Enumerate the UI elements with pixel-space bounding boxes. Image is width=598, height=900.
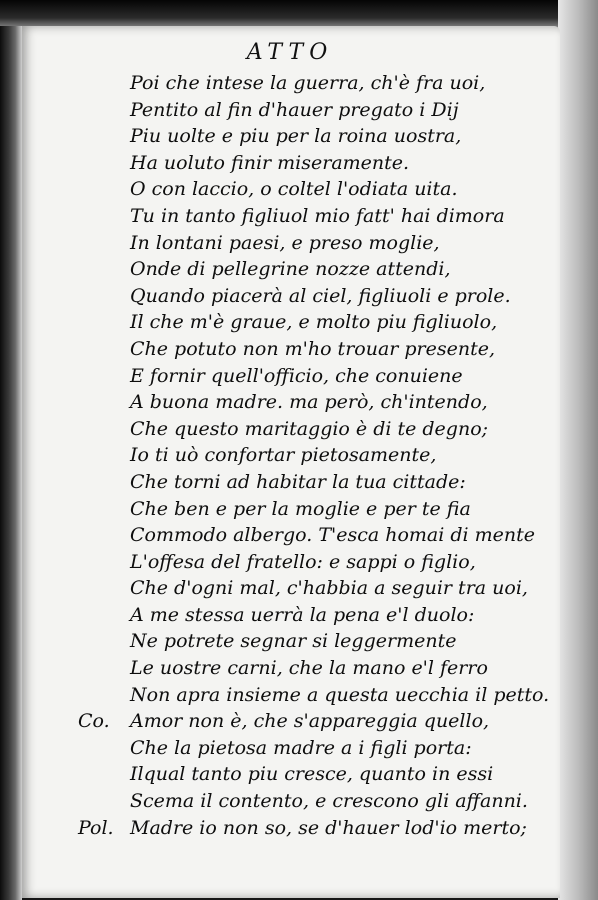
verse-line <box>20 416 560 443</box>
verse-line <box>20 283 560 310</box>
verse-text: Quando piacerà al ciel, figliuoli e prole. <box>130 284 511 307</box>
verse-line <box>20 496 560 523</box>
verse-line <box>20 549 560 576</box>
verse-text: Io ti uò confortar pietosamente, <box>130 444 437 467</box>
verse-text: Scema il contento, e crescono gli affanni. <box>130 790 528 813</box>
running-header: ATTO <box>246 40 334 65</box>
verse-line <box>20 575 560 602</box>
verse-line <box>20 97 560 124</box>
verse-block <box>20 70 560 841</box>
verse-line <box>20 708 560 735</box>
verse-text: Che d'ogni mal, c'habbia a seguir tra uoi, <box>130 577 528 600</box>
verse-line <box>20 363 560 390</box>
speaker-label: Pol. <box>78 816 114 839</box>
verse-line <box>20 336 560 363</box>
verse-line <box>20 256 560 283</box>
verse-text: Il che m'è graue, e molto piu figliuolo, <box>130 311 498 334</box>
verse-line <box>20 628 560 655</box>
verse-text: A me stessa uerrà la pena e'l duolo: <box>130 603 475 626</box>
verse-text: Non apra insieme a questa uecchia il petto. <box>130 683 550 706</box>
page-paper <box>20 26 560 898</box>
verse-line <box>20 309 560 336</box>
verse-text: L'offesa del fratello: e sappi o figlio, <box>130 550 476 573</box>
verse-line <box>20 522 560 549</box>
verse-line <box>20 815 560 842</box>
verse-line <box>20 230 560 257</box>
verse-text: Ha uoluto finir miseramente. <box>130 151 410 174</box>
verse-text: Che ben e per la moglie e per te fia <box>130 497 471 520</box>
verse-text: Tu in tanto figliuol mio fatt' hai dimora <box>130 204 505 227</box>
book-spine <box>0 26 22 900</box>
verse-line <box>20 682 560 709</box>
verse-text: Pentito al fin d'hauer pregato i Dij <box>130 98 459 121</box>
verse-line <box>20 203 560 230</box>
verse-text: O con laccio, o coltel l'odiata uita. <box>130 178 458 201</box>
right-page-edge <box>558 0 598 900</box>
verse-line <box>20 70 560 97</box>
verse-text: Ne potrete segnar si leggermente <box>130 630 457 653</box>
verse-text: Madre io non so, se d'hauer lod'io merto; <box>130 816 527 839</box>
verse-text: Che la pietosa madre a i figli porta: <box>130 736 472 759</box>
verse-line <box>20 442 560 469</box>
verse-text: Che questo maritaggio è di te degno; <box>130 417 489 440</box>
verse-line <box>20 735 560 762</box>
verse-line <box>20 469 560 496</box>
verse-text: Le uostre carni, che la mano e'l ferro <box>130 657 488 680</box>
verse-line <box>20 655 560 682</box>
verse-text: Amor non è, che s'appareggia quello, <box>130 710 490 733</box>
verse-line <box>20 788 560 815</box>
verse-text: A buona madre. ma però, ch'intendo, <box>130 391 488 414</box>
verse-line <box>20 176 560 203</box>
verse-line <box>20 150 560 177</box>
verse-text: In lontani paesi, e preso moglie, <box>130 231 440 254</box>
verse-text: Che potuto non m'ho trouar presente, <box>130 337 496 360</box>
verse-text: Poi che intese la guerra, ch'è fra uoi, <box>130 72 486 94</box>
verse-text: Onde di pellegrine nozze attendi, <box>130 258 451 281</box>
verse-text: Che torni ad habitar la tua cittade: <box>130 470 466 493</box>
verse-text: Piu uolte e piu per la roina uostra, <box>130 125 462 148</box>
verse-text: Ilqual tanto piu cresce, quanto in essi <box>130 763 494 786</box>
verse-line <box>20 761 560 788</box>
verse-line <box>20 389 560 416</box>
verse-line <box>20 123 560 150</box>
speaker-label: Co. <box>78 710 110 733</box>
verse-line <box>20 602 560 629</box>
verse-text: Commodo albergo. T'esca homai di mente <box>130 524 536 547</box>
verse-text: E fornir quell'officio, che conuiene <box>130 364 463 387</box>
